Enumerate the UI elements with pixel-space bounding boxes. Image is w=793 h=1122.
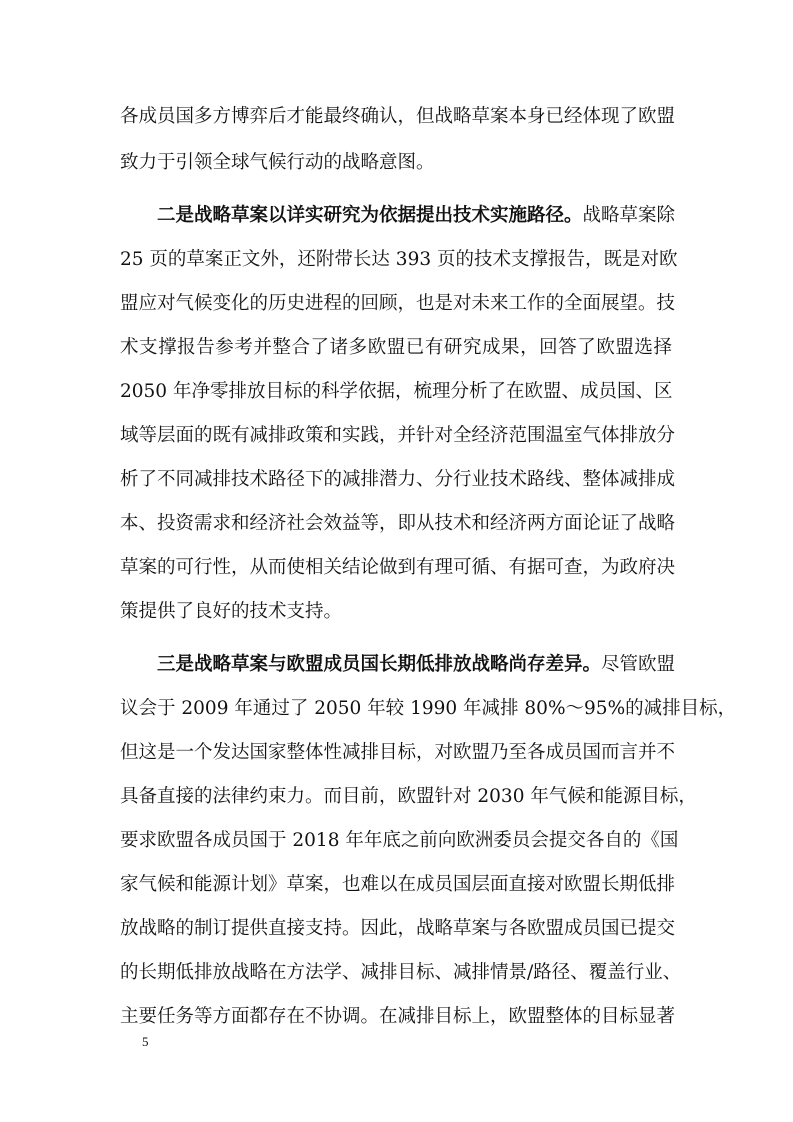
- text-line: 域等层面的既有减排政策和实践，并针对全经济范围温室气体排放分: [120, 425, 676, 446]
- paragraph-heading: 三是战略草案与欧盟成员国长期低排放战略尚存差异。: [157, 654, 602, 675]
- text-line: 议会于 2009 年通过了 2050 年较 1990 年减排 80%～95%的减排目标，: [120, 698, 737, 719]
- text-line: 术支撑报告参考并整合了诸多欧盟已有研究成果，回答了欧盟选择: [120, 337, 672, 358]
- text-line: 草案的可行性，从而使相关结论做到有理可循、有据可查，为政府决: [120, 557, 676, 578]
- page-number: 5: [142, 1034, 149, 1049]
- paragraph-first-line: [157, 203, 676, 229]
- text-line: 但这是一个发达国家整体性减排目标，对欧盟乃至各成员国而言并不: [120, 742, 676, 763]
- text-line: 放战略的制订提供直接支持。因此，战略草案与各欧盟成员国已提交: [120, 918, 676, 939]
- text-line: 2050 年净零排放目标的科学依据，梳理分析了在欧盟、成员国、区: [120, 381, 673, 402]
- paragraph-first-line: [157, 652, 676, 678]
- text-line: 析了不同减排技术路径下的减排潜力、分行业技术路线、整体减排成: [120, 469, 676, 490]
- text-line: 主要任务等方面都存在不协调。在减排目标上，欧盟整体的目标显著: [120, 1006, 676, 1027]
- text-line: 具备直接的法律约束力。而目前，欧盟针对 2030 年气候和能源目标，: [120, 786, 697, 807]
- paragraph-heading: 二是战略草案以详实研究为依据提出技术实施路径。: [157, 205, 583, 226]
- text-line: 各成员国多方博弈后才能最终确认，但战略草案本身已经体现了欧盟: [120, 106, 676, 127]
- text-line: 本、投资需求和经济社会效益等，即从技术和经济两方面论证了战略: [120, 513, 676, 534]
- paragraph-text: 战略草案除: [582, 205, 676, 226]
- paragraph-text: 尽管欧盟: [601, 654, 676, 675]
- text-line: 25 页的草案正文外，还附带长达 393 页的技术支撑报告，既是对欧: [120, 249, 678, 270]
- text-line: 策提供了良好的技术支持。: [120, 601, 343, 622]
- text-line: 要求欧盟各成员国于 2018 年年底之前向欧洲委员会提交各自的《国: [120, 830, 679, 851]
- text-line: 致力于引领全球气候行动的战略意图。: [120, 152, 435, 173]
- text-line: 盟应对气候变化的历史进程的回顾，也是对未来工作的全面展望。技: [120, 293, 676, 314]
- text-line: 的长期低排放战略在方法学、减排目标、减排情景/路径、覆盖行业、: [120, 962, 682, 983]
- text-line: 家气候和能源计划》草案，也难以在成员国层面直接对欧盟长期低排: [120, 874, 676, 895]
